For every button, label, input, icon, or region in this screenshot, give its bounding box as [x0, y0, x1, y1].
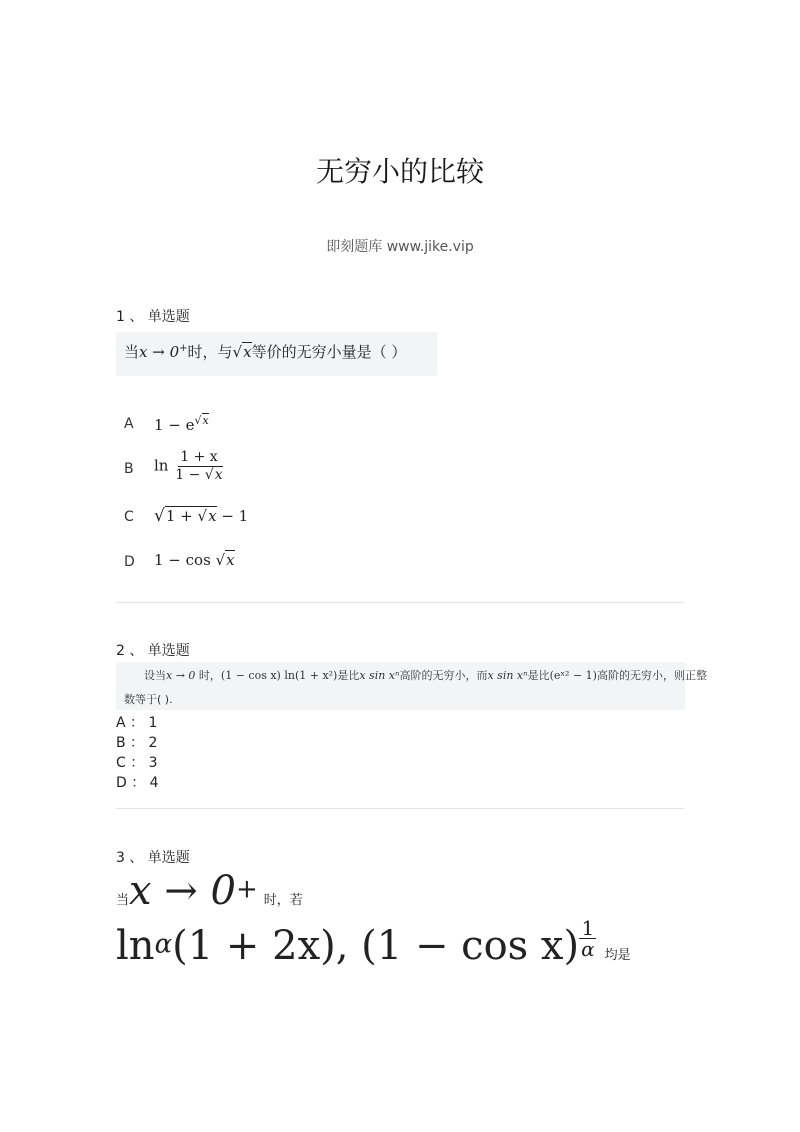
q2-math-3: x sin xⁿ: [359, 669, 400, 682]
option-b-denominator: [173, 467, 224, 484]
question-3-stem-line-1: [116, 868, 303, 914]
option-c-outer-sqrt: √1 + √x: [154, 506, 217, 526]
option-a-formula[interactable]: [154, 414, 209, 434]
question-1-stem-box: [116, 332, 437, 376]
option-a-exp-radicand: x: [202, 414, 209, 427]
divider: [116, 602, 684, 603]
q2-text-b: 时，: [195, 669, 221, 682]
option-b-fn: ln: [154, 456, 169, 475]
question-2-header: 2 、 单选题: [116, 643, 190, 659]
q2-text-e: 是比: [527, 669, 550, 682]
divider: [116, 808, 684, 809]
q2-text-a: 设当: [144, 669, 166, 682]
option-c-formula[interactable]: [154, 506, 248, 526]
option-d-sqrt: √x: [215, 551, 235, 569]
q3-frac-numerator: 1: [581, 916, 595, 940]
answer-option-d[interactable]: D ： 4: [116, 775, 159, 791]
page-title: 无穷小的比较: [315, 155, 484, 188]
stem-math-limit: x → 0: [139, 343, 180, 361]
option-c-inner-sqrt: √x: [197, 507, 217, 525]
question-1-stem: [124, 341, 406, 362]
q3-math-expr: (1 + 2x), (1 − cos x): [172, 923, 580, 969]
option-d-label[interactable]: D: [124, 554, 135, 570]
option-d-pre: 1 − cos: [154, 551, 211, 569]
q3-frac-denominator: α: [581, 937, 595, 961]
option-d-radicand: x: [226, 551, 235, 569]
q2-math-1: x → 0: [166, 669, 196, 682]
option-a-base: 1 − e: [154, 416, 195, 434]
q2-text-f: 高阶的无穷小，则正整: [596, 669, 707, 682]
option-b-formula[interactable]: [154, 449, 225, 484]
question-3-stem-line-2: [116, 918, 631, 969]
option-d-formula[interactable]: [154, 551, 235, 569]
q2-text-c: 是比: [337, 669, 360, 682]
option-c-inner-radicand: x: [208, 507, 217, 525]
stem-text-post: 等价的无穷小量是（ ）: [251, 343, 407, 361]
q2-math-4: x sin xⁿ: [487, 669, 528, 682]
option-c-outer-radicand: [165, 506, 217, 525]
option-c-label[interactable]: C: [124, 509, 134, 525]
option-c-post: − 1: [221, 507, 249, 525]
option-b-den-sqrt: √x: [204, 467, 223, 483]
answer-option-b[interactable]: B ： 2: [116, 735, 158, 751]
option-b-numerator: 1 + x: [180, 449, 218, 465]
stem-sqrt-radicand: x: [243, 343, 252, 361]
q3-math-alpha: α: [154, 929, 173, 960]
stem-text-mid: 时，与: [187, 343, 233, 361]
option-b-den-radicand: x: [214, 467, 223, 483]
q2-math-5: (eˣ² − 1): [549, 669, 597, 682]
question-2-stem-box: [116, 662, 707, 710]
q3-math-sup: +: [235, 874, 258, 905]
page-subtitle: 即刻题库 www.jike.vip: [326, 239, 474, 255]
stem-sqrt: √x: [232, 343, 252, 361]
option-b-fraction: [173, 449, 224, 484]
option-c-inner-pre: 1 +: [165, 507, 193, 525]
question-3-header: 3 、 单选题: [116, 850, 190, 866]
q3-text-pre: 当: [116, 893, 130, 908]
option-b-label[interactable]: B: [124, 461, 134, 477]
question-2-stem-line-2: 数等于( ).: [124, 693, 173, 706]
question-2-stem-line-1: [144, 667, 707, 683]
q2-math-2: (1 − cos x) ln(1 + x²): [220, 669, 338, 682]
q3-text-post-2: 均是: [604, 948, 631, 963]
q3-exponent-fraction: [579, 918, 597, 959]
answer-option-a[interactable]: A ： 1: [116, 715, 158, 731]
answer-option-c[interactable]: C ： 3: [116, 755, 158, 771]
question-1-header: 1 、 单选题: [116, 309, 190, 325]
option-b-den-pre: 1 −: [175, 467, 201, 483]
option-a-label[interactable]: A: [124, 416, 134, 432]
q3-math-limit: x → 0: [129, 868, 236, 914]
stem-math-sup: +: [179, 343, 188, 354]
option-a-exp-sqrt: √x: [194, 414, 209, 427]
stem-text-pre: 当: [124, 343, 140, 361]
q3-text-post: 时，若: [263, 893, 303, 908]
q2-text-d: 高阶的无穷小，而: [399, 669, 488, 682]
q3-math-ln: ln: [116, 923, 155, 969]
